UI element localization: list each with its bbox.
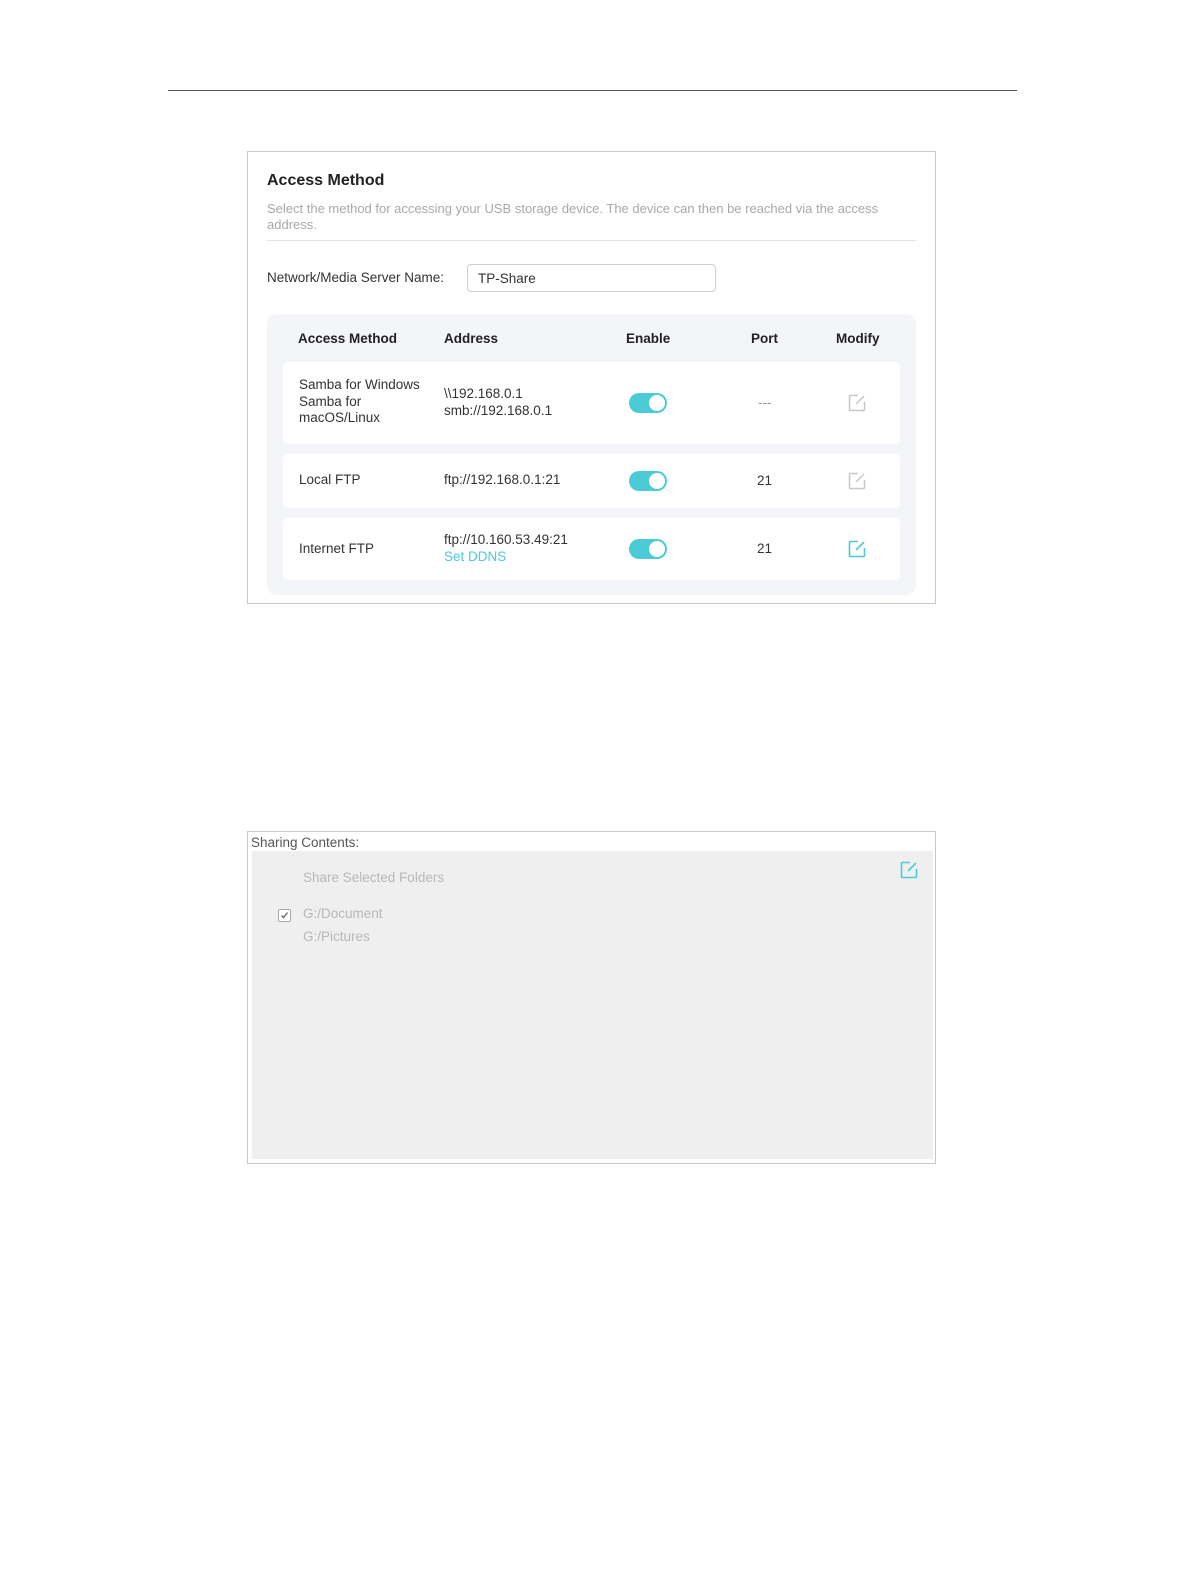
port-cell: 21: [757, 541, 773, 556]
address-line: ftp://10.160.53.49:21: [444, 532, 568, 547]
panel-title: Access Method: [267, 172, 385, 189]
toggle-knob: [649, 541, 665, 557]
table-row-internet-ftp: [283, 518, 900, 580]
table-row-samba: [283, 362, 900, 444]
address-line: \\192.168.0.1: [444, 386, 523, 401]
folders-checkbox[interactable]: [278, 909, 291, 922]
edit-icon[interactable]: [847, 539, 867, 559]
folder-item: G:/Pictures: [303, 929, 370, 944]
header-address: Address: [444, 331, 499, 346]
access-method-panel: [247, 151, 936, 604]
set-ddns-link[interactable]: Set DDNS: [444, 548, 507, 564]
port-cell: ---: [758, 395, 772, 410]
enable-toggle[interactable]: [629, 393, 667, 413]
sharing-contents-label: Sharing Contents:: [251, 835, 360, 850]
method-cell: Internet FTP: [299, 541, 375, 556]
table-row-local-ftp: [283, 454, 900, 508]
port-cell: 21: [757, 473, 773, 488]
enable-toggle[interactable]: [629, 539, 667, 559]
sharing-area: [252, 851, 933, 1159]
sharing-contents-panel: [247, 831, 936, 1164]
header-port: Port: [751, 331, 778, 346]
header-enable: Enable: [626, 331, 671, 346]
panel-description: Select the method for accessing your USB storage device. The device can then be reached via the access address.: [267, 201, 879, 232]
edit-icon[interactable]: [847, 471, 867, 491]
edit-icon[interactable]: [847, 393, 867, 413]
checkmark-icon: [280, 911, 289, 920]
header-access-method: Access Method: [298, 331, 398, 346]
method-line: Samba for Windows: [299, 377, 420, 392]
address-cell: [444, 532, 568, 565]
method-cell: [299, 377, 420, 427]
header-modify: Modify: [836, 331, 880, 346]
access-method-table: [267, 314, 916, 595]
toggle-knob: [649, 473, 665, 489]
table-header: [267, 314, 916, 362]
folder-item: G:/Document: [303, 906, 383, 921]
address-cell: ftp://192.168.0.1:21: [444, 472, 561, 487]
server-name-input[interactable]: [467, 264, 716, 292]
method-cell: Local FTP: [299, 472, 361, 487]
address-line: smb://192.168.0.1: [444, 402, 553, 418]
method-line: Samba for: [299, 393, 362, 409]
method-line: macOS/Linux: [299, 410, 381, 425]
edit-icon[interactable]: [899, 860, 919, 880]
server-name-label: Network/Media Server Name:: [267, 270, 445, 285]
toggle-knob: [649, 395, 665, 411]
share-selected-folders-heading: Share Selected Folders: [303, 870, 445, 885]
divider: [267, 240, 916, 241]
page-top-rule: [168, 90, 1017, 91]
enable-toggle[interactable]: [629, 471, 667, 491]
address-cell: [444, 386, 552, 419]
